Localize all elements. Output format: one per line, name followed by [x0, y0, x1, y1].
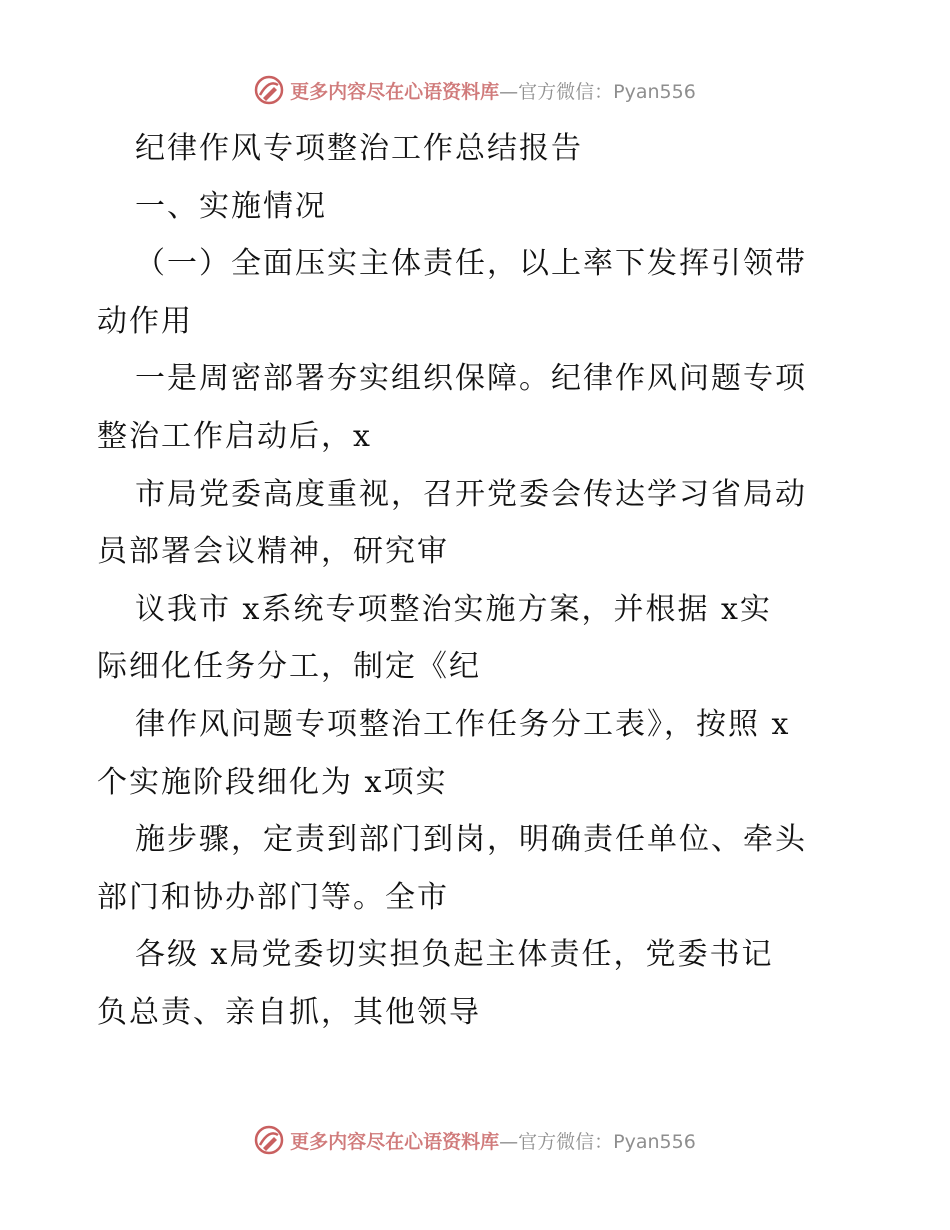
- paragraph-line: 际细化任务分工，制定《纪: [97, 649, 481, 685]
- watermark-contact-text: —官方微信：Pyan556: [499, 80, 696, 103]
- paragraph-line: 员部署会议精神，研究审: [97, 534, 449, 570]
- header-watermark: [0, 70, 950, 110]
- paragraph-line: 个实施阶段细化为 x项实: [97, 764, 448, 800]
- paragraph-line: 律作风问题专项整治工作任务分工表》，按照 x: [135, 706, 791, 742]
- paragraph-line: 部门和协办部门等。全市: [97, 879, 449, 915]
- paragraph-line: 施步骤，定责到部门到岗，明确责任单位、牵头: [135, 822, 807, 858]
- paragraph-line: 负总责、亲自抓，其他领导: [97, 994, 481, 1030]
- section-heading: 一、实施情况: [135, 188, 327, 224]
- watermark-brand-text: 更多内容尽在心语资料库: [290, 1130, 500, 1153]
- paragraph-line: 议我市 x系统专项整治实施方案，并根据 x实: [135, 591, 772, 627]
- footer-watermark: [0, 1120, 950, 1160]
- paragraph-line: 各级 x局党委切实担负起主体责任，党委书记: [135, 937, 774, 973]
- document-body: [97, 120, 857, 1042]
- brand-logo-icon: [254, 75, 284, 105]
- watermark-contact-text: —官方微信：Pyan556: [499, 1130, 696, 1153]
- paragraph-line: 整治工作启动后，x: [97, 418, 372, 454]
- paragraph-line: 市局党委高度重视，召开党委会传达学习省局动: [135, 476, 807, 512]
- subsection-heading-cont: 动作用: [97, 303, 193, 339]
- watermark-brand-text: 更多内容尽在心语资料库: [290, 80, 500, 103]
- document-title: 纪律作风专项整治工作总结报告: [135, 131, 583, 166]
- brand-logo-icon: [254, 1125, 284, 1155]
- subsection-heading: （一）全面压实主体责任，以上率下发挥引领带: [135, 246, 807, 282]
- paragraph-line: 一是周密部署夯实组织保障。纪律作风问题专项: [135, 361, 807, 397]
